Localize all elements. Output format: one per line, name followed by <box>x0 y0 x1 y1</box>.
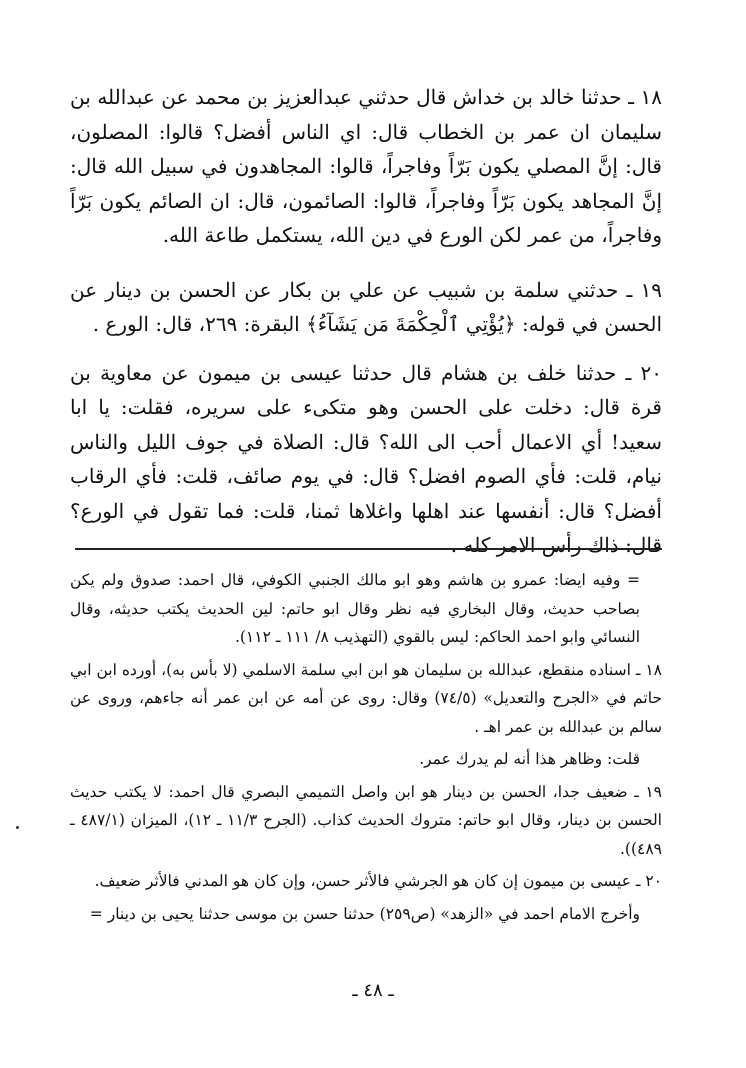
footnotes <box>70 566 662 932</box>
page-number: ـ ٤٨ ـ <box>352 980 394 1001</box>
footnote-18: ١٨ ـ اسناده منقطع، عبدالله بن سليمان هو ابن ابي سلمة الاسلمي (لا بأس به)، أورده ابن ابي حاتم في «الجرح والتعديل» (٧٤/٥) وقال: روى عن أمه عن ابن عمر أنه جاءهم، وروى عن سالم بن عبدالله بن عمر اهـ . <box>70 660 662 736</box>
paragraph-19: ١٩ ـ حدثني سلمة بن شبيب عن علي بن بكار عن الحسن بن دينار عن الحسن في قوله: ﴿يُؤْتِي ٱلْحِكْمَةَ مَن يَشَآءُ﴾ البقرة: ٢٦٩، قال: الورع . <box>70 277 662 336</box>
footnote-20: ٢٠ ـ عيسى بن ميمون إن كان هو الجرشي فالأثر حسن، وإن كان هو المدني فالأثر ضعيف. <box>94 872 662 890</box>
footnote-continuation: = وفيه ايضا: عمرو بن هاشم وهو ابو مالك الجنبي الكوفي، قال احمد: صدوق ولم يكن بصاحب حديث، وقال البخاري فيه نظر وقال ابو حاتم: لين الحديث يكتب حديثه، وقال النسائي وابو احمد الحاكم: ليس بالقوي (التهذيب ٨/ ١١١ ـ ١١٢). <box>70 571 640 646</box>
footnote-19: ١٩ ـ ضعيف جدا، الحسن بن دينار هو ابن واصل التميمي البصري قال احمد: لا يكتب حديث الحسن بن دينار، وقال ابو حاتم: متروك الحديث كذاب. (الجرح ١١/٣ ـ ١٢)، الميزان (٤٨٧/١ ـ ٤٨٩)). <box>70 782 662 858</box>
main-text <box>70 80 662 583</box>
footnote-20-extra: وأخرج الامام احمد في «الزهد» (ص٢٥٩) حدثنا حسن بن موسى حدثنا يحيى بن دينار = <box>89 904 640 923</box>
scan-speck <box>16 826 19 829</box>
footnote-18-remark: قلت: وظاهر هذا أنه لم يدرك عمر. <box>419 750 640 768</box>
footnote-divider <box>75 548 662 550</box>
paragraph-20: ٢٠ ـ حدثنا خلف بن هشام قال حدثنا عيسى بن ميمون عن معاوية بن قرة قال: دخلت على الحسن وهو متكىء على سريره، فقلت: يا ابا سعيد! أي الاعمال أحب الى الله؟ قال: الصلاة في جوف الليل والناس نيام، قلت: فأي الصوم افضل؟ قال: في يوم صائف، قلت: فأي الرقاب أفضل؟ قال: أنفسها عند اهلها واغلاها ثمنا، قلت: فما تقول في الورع؟ قال: ذاك رأس الامر كله . <box>70 360 662 557</box>
paragraph-18: ١٨ ـ حدثنا خالد بن خداش قال حدثني عبدالعزيز بن محمد عن عبدالله بن سليمان ان عمر بن الخطاب قال: اي الناس أفضل؟ قالوا: المصلون، قال: إنَّ المصلي يكون بَرّاً وفاجراً، قالوا: المجاهدون في سبيل الله قال: إنَّ المجاهد يكون بَرّاً وفاجراً، قالوا: الصائمون، قال: ان الصائم يكون بَرّاً وفاجراً، من عمر لكن الورع في دين الله، يستكمل طاعة الله. <box>70 85 662 247</box>
